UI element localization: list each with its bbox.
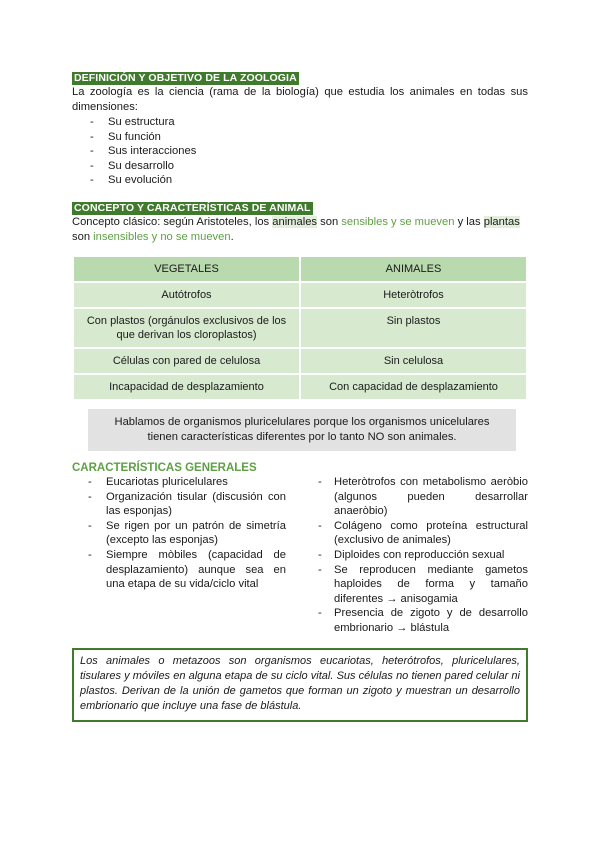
table-row	[74, 349, 526, 373]
concept-paragraph	[72, 215, 528, 245]
definition-box: Los animales o metazoos son organismos eucariotas, heterótrofos, pluricelulares, tisulares y móviles en alguna etapa de su ciclo vital. Sus células no tienen pared celular ni plastos. Derivan de la unión de gametos que forman un zigoto y muestran un desarrollo embrionario que incluye una fase de blástula.	[72, 648, 528, 722]
section-concept	[72, 202, 528, 451]
list-item: - Su estructura	[72, 115, 528, 130]
table-header-row	[74, 257, 526, 281]
section-heading-general: CARACTERÍSTICAS GENERALES	[72, 461, 257, 474]
list-item: - Organización tisular (discusión con las esponjas)	[72, 490, 286, 519]
dimensions-list	[72, 115, 528, 188]
concept-text: son	[317, 215, 342, 228]
table-header-vegetales: VEGETALES	[74, 257, 299, 281]
list-item: - Colágeno como proteína estructural (exclusivo de animales)	[314, 519, 528, 548]
list-item: - Su función	[72, 130, 528, 145]
list-item: - Se rigen por un patrón de simetría (excepto las esponjas)	[72, 519, 286, 548]
table-cell: Con plastos (orgánulos exclusivos de los que derivan los cloroplastos)	[74, 309, 299, 347]
table-cell: Células con pared de celulosa	[74, 349, 299, 373]
table-cell: Sin plastos	[301, 309, 526, 347]
table-row	[74, 375, 526, 399]
list-item: - Presencia de zigoto y de desarrollo embrionario → blástula	[314, 606, 528, 635]
highlight-animales: animales	[272, 215, 318, 228]
concept-text: Concepto clásico: según Aristoteles, los	[72, 215, 273, 228]
table-row	[74, 283, 526, 307]
list-item: - Su evolución	[72, 173, 528, 188]
comparison-table	[72, 255, 528, 401]
highlight-plantas: plantas	[483, 215, 520, 228]
concept-text: son	[72, 230, 94, 243]
table-cell: Sin celulosa	[301, 349, 526, 373]
note-box: Hablamos de organismos pluricelulares porque los organismos unicelulares tienen características diferentes por lo tanto NO son animales.	[88, 409, 516, 451]
list-item: - Heteròtrofos con metabolismo aeròbio (algunos pueden desarrollar anaeròbio)	[314, 475, 528, 519]
characteristics-list-left	[72, 475, 286, 592]
characteristics-right-column	[314, 475, 528, 636]
section-heading-concept: CONCEPTO Y CARACTERÍSTICAS DE ANIMAL	[74, 201, 311, 214]
definition-intro: La zoología es la ciencia (rama de la biología) que estudia los animales en todas sus dimensiones:	[72, 86, 528, 113]
section-general-characteristics	[72, 461, 528, 636]
characteristics-columns	[72, 475, 528, 636]
characteristics-list-right	[314, 475, 528, 636]
table-cell: Heteròtrofos	[301, 283, 526, 307]
document-page	[72, 72, 528, 722]
list-item: - Diploides con reproducción sexual	[314, 548, 528, 563]
green-text-sensibles: sensibles y se mueven	[341, 215, 455, 228]
section-heading-definition: DEFINICIÓN Y OBJETIVO DE LA ZOOLOGIA	[74, 72, 297, 84]
list-item: - Eucariotas pluricelulares	[72, 475, 286, 490]
list-item: - Sus interacciones	[72, 144, 528, 159]
section-definition	[72, 72, 528, 188]
green-text-insensibles: insensibles y no se mueven	[93, 230, 231, 243]
table-header-animales: ANIMALES	[301, 257, 526, 281]
table-row	[74, 309, 526, 347]
concept-text: y las	[454, 215, 484, 228]
characteristics-left-column	[72, 475, 286, 636]
table-cell: Con capacidad de desplazamiento	[301, 375, 526, 399]
concept-text: .	[230, 230, 234, 243]
list-item: - Su desarrollo	[72, 159, 528, 174]
table-cell: Incapacidad de desplazamiento	[74, 375, 299, 399]
list-item: - Se reproducen mediante gametos haploides de forma y tamaño diferentes → anisogamia	[314, 563, 528, 607]
list-item: - Siempre mòbiles (capacidad de desplazamiento) aunque sea en una etapa de su vida/ciclo vital	[72, 548, 286, 592]
table-cell: Autótrofos	[74, 283, 299, 307]
